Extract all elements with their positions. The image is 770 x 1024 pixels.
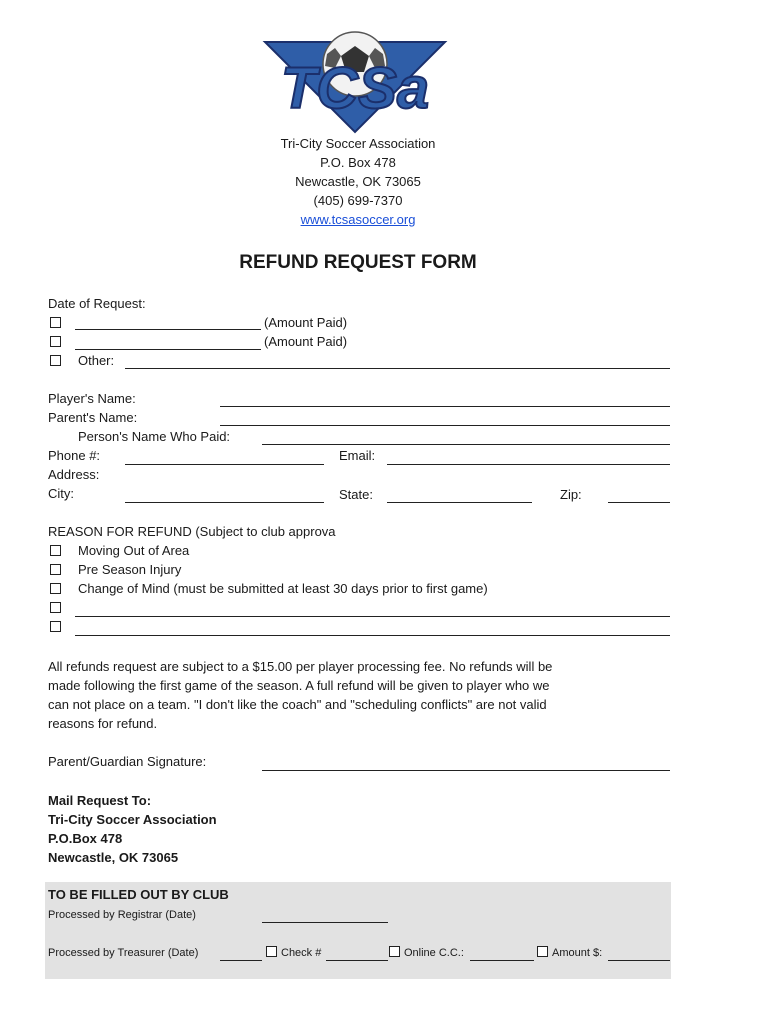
signature-label: Parent/Guardian Signature: — [48, 754, 207, 769]
org-city: Newcastle, OK 73065 — [295, 174, 421, 189]
registrar-date-line[interactable] — [262, 922, 388, 923]
org-name: Tri-City Soccer Association — [280, 136, 436, 151]
policy-line: can not place on a team. "I don't like the coach" and "scheduling conflicts" are not valid — [48, 697, 547, 712]
check-label: Check # — [281, 947, 322, 959]
zip-label: Zip: — [560, 487, 582, 502]
form-title: REFUND REQUEST FORM — [239, 252, 477, 273]
phone-label: Phone #: — [48, 448, 101, 463]
reason-heading: REASON FOR REFUND (Subject to club approva — [48, 524, 336, 539]
email-label: Email: — [339, 448, 376, 463]
reason-moving-checkbox[interactable] — [50, 545, 61, 556]
amount-2-checkbox[interactable] — [50, 336, 61, 347]
refund-policy — [48, 657, 552, 733]
policy-line: reasons for refund. — [48, 716, 158, 731]
logo — [255, 20, 455, 138]
amount-2-line[interactable] — [75, 349, 261, 350]
amount-line[interactable] — [608, 960, 670, 961]
amount-1-line[interactable] — [75, 329, 261, 330]
policy-line: All refunds request are subject to a $15.00 per player processing fee. No refunds will be — [48, 659, 553, 674]
org-phone: (405) 699-7370 — [313, 193, 403, 208]
club-heading: TO BE FILLED OUT BY CLUB — [48, 887, 229, 902]
player-name-label: Player's Name: — [48, 391, 136, 406]
mail-pobox: P.O.Box 478 — [48, 831, 123, 846]
online-cc-checkbox[interactable] — [389, 946, 400, 957]
amount-1-checkbox[interactable] — [50, 317, 61, 328]
reason-injury-label: Pre Season Injury — [78, 562, 182, 577]
treasurer-label: Processed by Treasurer (Date) — [48, 947, 199, 959]
city-label: City: — [48, 486, 74, 501]
treasurer-date-line[interactable] — [220, 960, 262, 961]
amount-paid-2-label: (Amount Paid) — [264, 334, 348, 349]
check-checkbox[interactable] — [266, 946, 277, 957]
other-line[interactable] — [125, 368, 670, 369]
reason-change-of-mind-label: Change of Mind (must be submitted at least 30 days prior to first game) — [78, 581, 488, 596]
check-number-line[interactable] — [326, 960, 388, 961]
online-cc-line[interactable] — [470, 960, 534, 961]
online-cc-label: Online C.C.: — [404, 947, 464, 959]
logo-text: TCSa — [280, 56, 430, 121]
amount-paid-1-label: (Amount Paid) — [264, 315, 348, 330]
person-who-paid-line[interactable] — [262, 444, 670, 445]
reason-moving-label: Moving Out of Area — [78, 543, 190, 558]
mail-city: Newcastle, OK 73065 — [48, 850, 179, 865]
other-checkbox[interactable] — [50, 355, 61, 366]
address-label: Address: — [48, 467, 100, 482]
registrar-label: Processed by Registrar (Date) — [48, 909, 196, 921]
mail-heading: Mail Request To: — [48, 793, 152, 808]
mail-address-block — [48, 791, 217, 867]
website-link[interactable]: www.tcsasoccer.org — [300, 212, 416, 227]
reason-other-2-line[interactable] — [75, 635, 670, 636]
org-header — [0, 134, 716, 229]
amount-label: Amount $: — [552, 947, 603, 959]
signature-line[interactable] — [262, 770, 670, 771]
date-of-request-label: Date of Request: — [48, 296, 146, 311]
other-label: Other: — [78, 353, 115, 368]
parent-name-label: Parent's Name: — [48, 410, 138, 425]
player-name-line[interactable] — [220, 406, 670, 407]
mail-name: Tri-City Soccer Association — [48, 812, 217, 827]
amount-checkbox[interactable] — [537, 946, 548, 957]
email-line[interactable] — [387, 464, 670, 465]
phone-line[interactable] — [125, 464, 324, 465]
city-line[interactable] — [125, 502, 324, 503]
reason-injury-checkbox[interactable] — [50, 564, 61, 575]
reason-other-2-checkbox[interactable] — [50, 621, 61, 632]
reason-change-of-mind-checkbox[interactable] — [50, 583, 61, 594]
tcsa-logo-graphic — [255, 20, 455, 138]
person-who-paid-label: Person's Name Who Paid: — [78, 429, 231, 444]
reason-other-1-checkbox[interactable] — [50, 602, 61, 613]
policy-line: made following the first game of the season. A full refund will be given to player who we — [48, 678, 550, 693]
org-pobox: P.O. Box 478 — [320, 155, 396, 170]
state-line[interactable] — [387, 502, 532, 503]
zip-line[interactable] — [608, 502, 670, 503]
reason-other-1-line[interactable] — [75, 616, 670, 617]
parent-name-line[interactable] — [220, 425, 670, 426]
state-label: State: — [339, 487, 373, 502]
